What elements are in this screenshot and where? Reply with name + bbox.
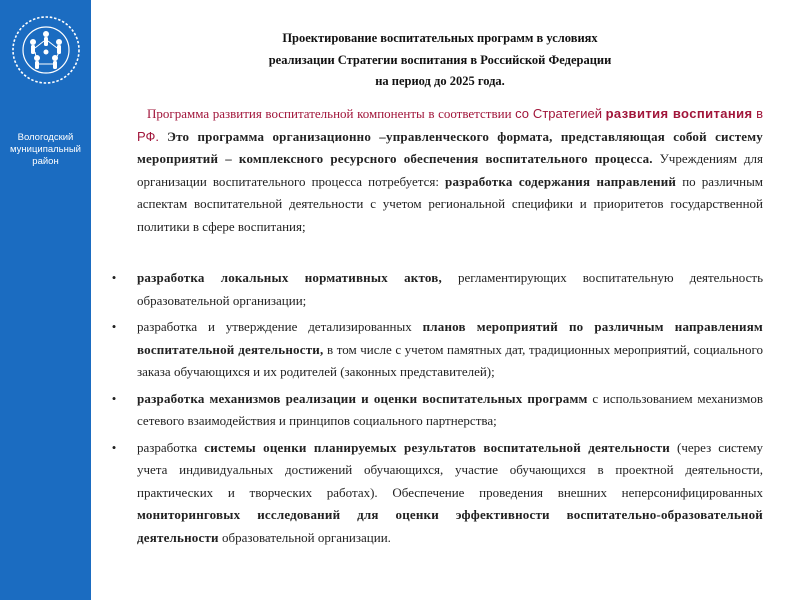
slide-title	[100, 28, 780, 93]
bullet-icon: •	[111, 439, 117, 455]
list-item: • разработка механизмов реализации и оценки воспитательных программ с использованием механизмов сетевого взаимодействия и принципов социального партнерства;	[108, 388, 763, 433]
content-development: разработка содержания направлений	[445, 173, 677, 189]
title-line: реализации Стратегии воспитания в Российской Федерации	[268, 52, 612, 67]
rf-ref: в РФ.	[137, 106, 763, 144]
intro-paragraph	[137, 103, 763, 238]
program-lead: Программа развития воспитательной компоненты в соответствии	[147, 106, 512, 121]
district-label: Вологодский муниципальный район	[10, 132, 81, 167]
bullet-icon: •	[111, 270, 117, 285]
title-line: Проектирование воспитательных программ в условиях	[282, 31, 598, 45]
bullet-icon: •	[111, 390, 117, 406]
strategy-ref-bold: развития воспитания	[605, 106, 753, 121]
requirements-list	[108, 267, 763, 549]
sidebar	[0, 0, 91, 600]
institution-note: Учреждениям для организации воспитательного процесса потребуется:	[137, 151, 763, 189]
content-development-tail: по различным аспектам воспитательной деятельности с учетом региональной специфики и приоритетов государственной политики в сфере воспитания;	[137, 173, 764, 234]
list-item: • разработка и утверждение детализированных планов мероприятий по различным направлениям воспитательной деятельности, в том числе с учетом памятных дат, традиционных мероприятий, социального заказа обучающихся и их родителей (законных представителей);	[108, 316, 763, 384]
program-definition: Это программа организационно –управленческого формата, представляющая собой систему мероприятий – комплексного ресурсного обеспечения воспитательного процесса.	[137, 128, 764, 166]
list-item: • разработка локальных нормативных актов, регламентирующих воспитательную деятельность образовательной организации;	[108, 267, 763, 312]
bullet-icon: •	[111, 319, 117, 334]
title-line: на период до 2025 года.	[375, 74, 505, 88]
strategy-ref: со Стратегией	[515, 106, 602, 121]
circle-of-children-emblem-icon	[8, 12, 84, 88]
list-item: • разработка системы оценки планируемых результатов воспитательной деятельности (через систему учета индивидуальных достижений обучающихся, участие обучающихся в проектной деятельности, практических и творческих работах). Обеспечение проведения внешних неперсонифицированных мониторинговых исследований для оценки эффективности воспитательно-образовательной деятельности образовательной организации.	[108, 437, 763, 550]
